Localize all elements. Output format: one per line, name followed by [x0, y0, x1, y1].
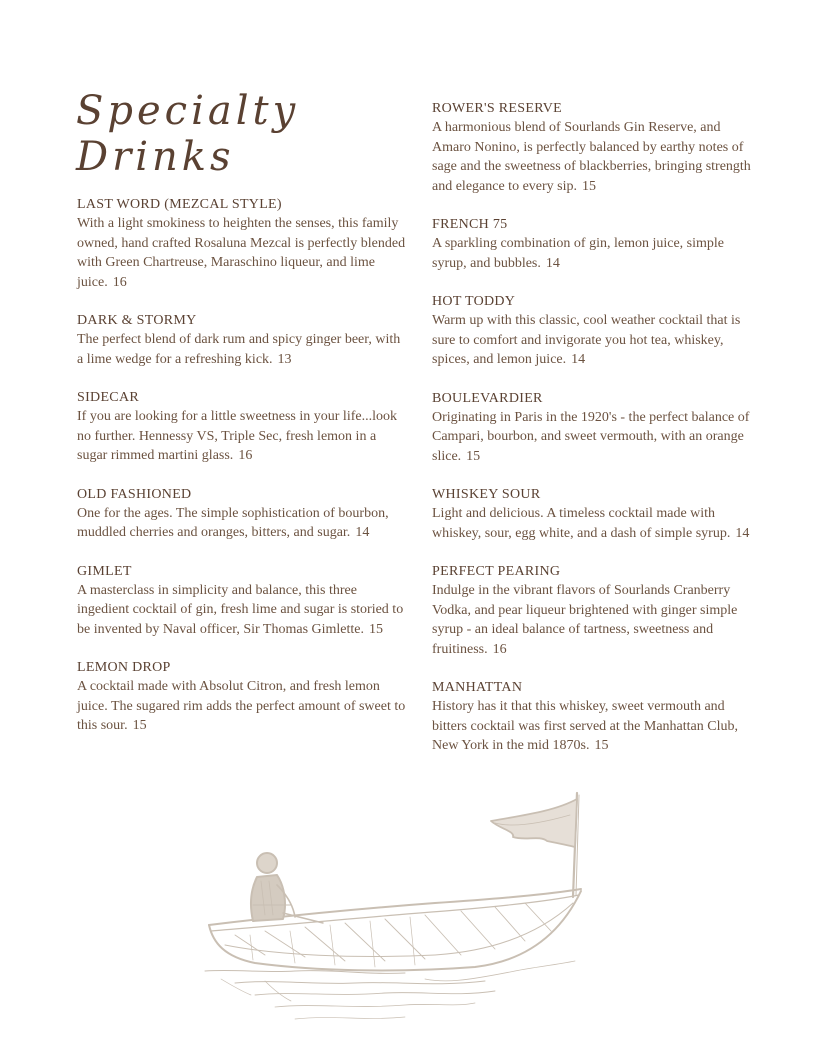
- drink-name: HOT TODDY: [432, 294, 516, 309]
- drink-name: BOULEVARDIER: [432, 390, 543, 406]
- drink-item: [77, 388, 407, 466]
- drink-item: [432, 215, 762, 273]
- drink-description: If you are looking for a little sweetness in your life...look no further. Hennessy VS, Triple Sec, fresh lemon in a sugar rimmed martini glass.: [77, 409, 397, 463]
- drink-price: 14: [355, 525, 370, 540]
- drink-description: A harmonious blend of Sourlands Gin Reserve, and Amaro Nonino, is perfectly balanced by earthy notes of sage and the sweetness of blackberries, bringing strength and elegance to every sip.: [432, 120, 751, 194]
- drink-description: Indulge in the vibrant flavors of Sourlands Cranberry Vodka, and pear liqueur brightened with ginger simple syrup - an ideal balance of tartness, sweetness and fruitiness.: [432, 583, 738, 657]
- menu-title-line-2: Drinks: [76, 134, 235, 180]
- drink-name: OLD FASHIONED: [77, 486, 192, 502]
- drink-description: Warm up with this classic, cool weather cocktail that is sure to comfort and invigorate you hot tea, whiskey, spices, and lemon juice.: [432, 313, 741, 367]
- drink-description: Light and delicious. A timeless cocktail made with whiskey, sour, egg white, and a dash of simple syrup.: [432, 506, 731, 541]
- drink-name: WHISKEY SOUR: [432, 487, 541, 502]
- drink-item: [432, 389, 762, 467]
- drink-name: FRENCH 75: [432, 217, 508, 232]
- drink-item: [77, 562, 407, 640]
- drink-name: LAST WORD (MEZCAL STYLE): [77, 197, 282, 212]
- drink-item: [432, 99, 762, 196]
- drink-item: [432, 562, 762, 659]
- drink-description: One for the ages. The simple sophistication of bourbon, muddled cherries and oranges, bitters, and sugar.: [77, 505, 389, 540]
- drink-name: PERFECT PEARING: [432, 564, 561, 579]
- drink-name: GIMLET: [77, 563, 132, 579]
- drink-name: LEMON DROP: [77, 660, 171, 675]
- drink-price: 15: [132, 718, 147, 733]
- menu-title: [76, 88, 376, 180]
- drink-price: 15: [594, 738, 609, 753]
- menu-title-line-1: Specialty: [76, 88, 300, 134]
- drink-description: A cocktail made with Absolut Citron, and fresh lemon juice. The sugared rim adds the perfect amount of sweet to this sour.: [77, 679, 406, 733]
- drink-price: 14: [545, 255, 560, 271]
- drink-description: History has it that this whiskey, sweet vermouth and bitters cocktail was first served at the Manhattan Club, New York in the mid 1870s.: [432, 699, 738, 753]
- drink-price: 16: [112, 274, 127, 290]
- drink-name: ROWER'S RESERVE: [432, 101, 562, 116]
- drink-name: MANHATTAN: [432, 680, 523, 695]
- drink-description: A sparkling combination of gin, lemon juice, simple syrup, and bubbles.: [432, 236, 725, 271]
- drink-item: [77, 485, 407, 543]
- drink-name: SIDECAR: [77, 390, 139, 405]
- drink-price: 15: [466, 448, 481, 464]
- rowboat-sketch-illustration: [195, 785, 595, 1035]
- drink-item: [432, 485, 762, 543]
- drink-price: 13: [277, 351, 292, 367]
- drink-price: 15: [582, 178, 596, 194]
- drink-item: [77, 195, 407, 292]
- right-drinks-column: [432, 99, 762, 756]
- drink-description: Originating in Paris in the 1920's - the perfect balance of Campari, bourbon, and sweet vermouth, with an orange slice.: [432, 409, 750, 464]
- left-drinks-column: [77, 195, 407, 736]
- drink-name: DARK & STORMY: [77, 313, 197, 328]
- drink-item: [432, 292, 762, 370]
- drink-description: A masterclass in simplicity and balance, this three ingedient cocktail of gin, fresh lime and sugar is storied to be invented by Naval officer, Sir Thomas Gimlette.: [77, 582, 404, 637]
- drink-price: 16: [492, 641, 507, 657]
- drink-price: 14: [571, 352, 586, 367]
- drink-item: [77, 658, 407, 736]
- drink-item: [77, 311, 407, 369]
- drink-description: With a light smokiness to heighten the senses, this family owned, hand crafted Rosaluna Mezcal is perfectly blended with Green Chartreuse, Maraschino liqueur, and lime juice.: [77, 216, 406, 290]
- drink-price: 14: [735, 525, 750, 541]
- drink-description: The perfect blend of dark rum and spicy ginger beer, with a lime wedge for a refreshing kick.: [77, 332, 401, 367]
- drink-price: 15: [369, 621, 384, 637]
- drink-price: 16: [238, 448, 253, 463]
- drink-item: [432, 678, 762, 756]
